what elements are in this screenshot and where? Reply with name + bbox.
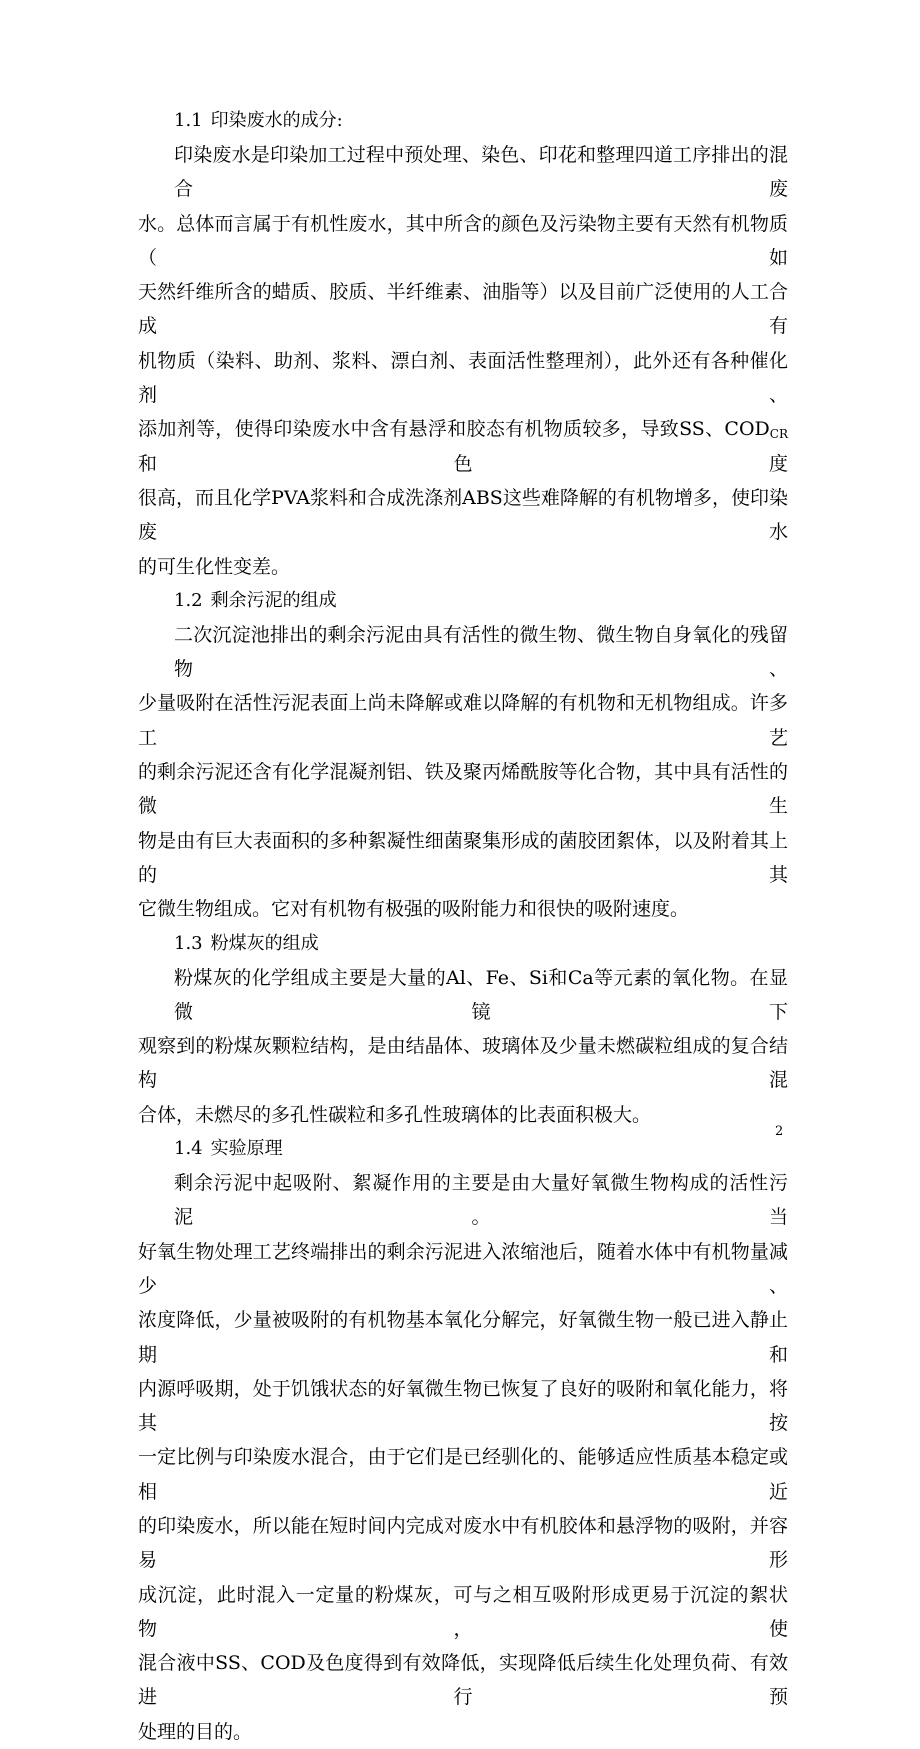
paragraph-line: 合体，未燃尽的多孔性碳粒和多孔性玻璃体的比表面积极大。 [138, 1103, 652, 1126]
paragraph-line: 机物质（染料、助剂、浆料、漂白剂、表面活性整理剂），此外还有各种催化剂、 [138, 349, 788, 407]
subscript-cr: CR [769, 427, 788, 442]
section-paragraph-1-1 [138, 138, 788, 584]
paragraph-line: 的剩余污泥还含有化学混凝剂铝、铁及聚丙烯酰胺等化合物，其中具有活性的微生 [138, 761, 788, 818]
section-paragraph-1-4 [138, 1166, 788, 1749]
paragraph-line: 水。总体而言属于有机性废水，其中所含的颜色及污染物主要有天然有机物质（如 [138, 212, 788, 269]
paragraph-line: 二次沉淀池排出的剩余污泥由具有活性的微生物、微生物自身氧化的残留物、 [174, 623, 788, 681]
section-title: 印染废水的成分: [210, 110, 343, 131]
paragraph-line: 浓度降低，少量被吸附的有机物基本氧化分解完，好氧微生物一般已进入静止期和 [138, 1309, 788, 1366]
paragraph-line: 物是由有巨大表面积的多种絮凝性细菌聚集形成的菌胶团絮体，以及附着其上的其 [138, 829, 788, 886]
page-number: 2 [775, 1124, 784, 1139]
paragraph-line: 它微生物组成。它对有机物有极强的吸附能力和很快的吸附速度。 [138, 898, 690, 921]
paragraph-line: 印染废水是印染加工过程中预处理、染色、印花和整理四道工序排出的混合废 [174, 144, 788, 201]
section-heading-1-3 [138, 927, 788, 961]
paragraph-line-with-subscript [138, 412, 788, 481]
paragraph-line: 观察到的粉煤灰颗粒结构，是由结晶体、玻璃体及少量未燃碳粒组成的复合结构混 [138, 1035, 788, 1092]
paragraph-line: 少量吸附在活性污泥表面上尚未降解或难以降解的有机物和无机物组成。许多工艺 [138, 692, 788, 749]
section-number: 1.3 [174, 932, 203, 954]
paragraph-line: 的可生化性变差。 [138, 555, 291, 578]
paragraph-line: 粉煤灰的化学组成主要是大量的Al、Fe、Si和Ca等元素的氧化物。在显微镜下 [174, 966, 788, 1023]
section-paragraph-1-3 [138, 961, 788, 1132]
paragraph-line: 很高，而且化学PVA浆料和合成洗涤剂ABS这些难降解的有机物增多，使印染废水 [138, 486, 788, 544]
paragraph-line: 内源呼吸期，处于饥饿状态的好氧微生物已恢复了良好的吸附和氧化能力，将其按 [138, 1377, 788, 1435]
section-title: 剩余污泥的组成 [210, 589, 337, 611]
section-paragraph-1-2 [138, 618, 788, 927]
paragraph-line-tail: 和色度 [138, 452, 788, 475]
section-title: 实验原理 [210, 1138, 283, 1160]
section-number: 1.2 [174, 589, 203, 611]
section-number: 1.4 [174, 1138, 203, 1160]
paragraph-line: 混合液中SS、COD及色度得到有效降低，实现降低后续生化处理负荷、有效进行预 [138, 1652, 788, 1709]
section-number: 1.1 [174, 110, 203, 131]
page-content [138, 104, 788, 1749]
section-heading-1-4 [138, 1132, 788, 1166]
paragraph-line: 剩余污泥中起吸附、絮凝作用的主要是由大量好氧微生物构成的活性污泥。当 [174, 1172, 788, 1229]
paragraph-line-text: 添加剂等，使得印染废水中含有悬浮和胶态有机物质较多，导致SS、COD [138, 418, 770, 441]
paragraph-line: 一定比例与印染废水混合，由于它们是已经驯化的、能够适应性质基本稳定或相近 [138, 1446, 788, 1503]
paragraph-line: 好氧生物处理工艺终端排出的剩余污泥进入浓缩池后，随着水体中有机物量减少、 [138, 1240, 788, 1297]
section-heading-1-1 [138, 104, 788, 138]
section-heading-1-2 [138, 584, 788, 618]
paragraph-line: 成沉淀，此时混入一定量的粉煤灰，可与之相互吸附形成更易于沉淀的絮状物，使 [138, 1583, 788, 1640]
paragraph-line: 天然纤维所含的蜡质、胶质、半纤维素、油脂等）以及目前广泛使用的人工合成有 [138, 281, 788, 338]
paragraph-line: 处理的目的。 [138, 1720, 253, 1743]
paragraph-line: 的印染废水，所以能在短时间内完成对废水中有机胶体和悬浮物的吸附，并容易形 [138, 1514, 788, 1572]
section-title: 粉煤灰的组成 [210, 932, 319, 954]
